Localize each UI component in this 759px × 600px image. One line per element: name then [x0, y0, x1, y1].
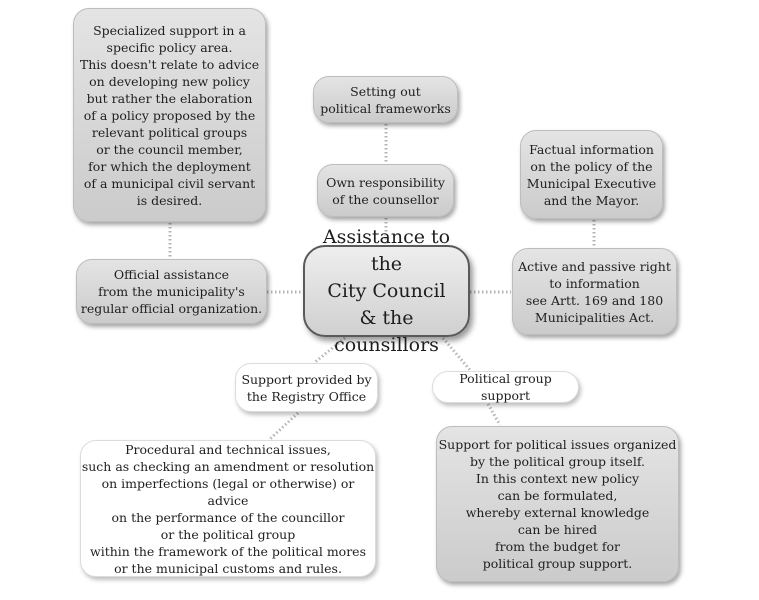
factual-information-text: Factual information on the policy of the Municipal Executive and the Mayor. [526, 141, 657, 208]
central-topic-label: Assistance to the City Council & the counsillors [322, 225, 451, 356]
registry-support-text: Support provided by the Registry Office [241, 371, 372, 404]
official-assistance-text: Official assistance from the municipality's regular official organization. [80, 267, 263, 316]
official-assistance-node [76, 259, 267, 324]
political-group-support-node [432, 371, 579, 403]
registry-support-node [235, 363, 378, 412]
political-issues-node [436, 426, 679, 582]
procedural-issues-node [80, 440, 376, 577]
specialized-support-node [73, 8, 266, 222]
setting-out-frameworks-node [313, 76, 458, 123]
right-to-information-node [512, 248, 677, 335]
central-topic-node [303, 225, 470, 356]
right-to-information-text: Active and passive right to information see Artt. 169 and 180 Municipalities Act. [518, 258, 671, 325]
procedural-issues-text: Procedural and technical issues, such as checking an amendment or resolution on imperfections (legal or otherwise) or advice on the performance of the councillor or the political group within the framework of the political mores or the municipal customs and rules. [81, 441, 375, 576]
factual-information-node [520, 130, 663, 219]
specialized-support-text: Specialized support in a specific policy area. This doesn't relate to advice on developing new policy but rather the elaboration of a policy proposed by the relevant political groups or the council member, for which the deployment of a municipal civil servant is desired. [79, 22, 260, 208]
own-responsibility-text: Own responsibility of the counsellor [326, 174, 445, 207]
setting-out-frameworks-text: Setting out political frameworks [320, 83, 451, 116]
own-responsibility-node [317, 164, 454, 217]
political-group-support-text: Political group support [459, 371, 552, 403]
political-issues-text: Support for political issues organized by the political group itself. In this context new policy can be formulated, whereby external knowledge can be hired from the budget for political group support. [438, 437, 677, 571]
